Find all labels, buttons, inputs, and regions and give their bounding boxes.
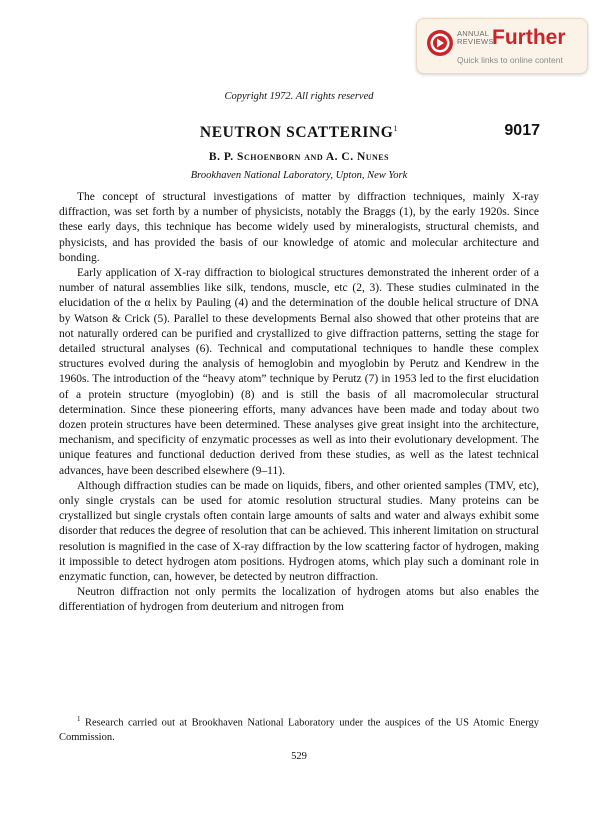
further-label: Further: [492, 26, 566, 49]
annual-reviews-wordmark: ANNUAL REVIEWS: [457, 29, 494, 46]
paragraph-2: Early application of X-ray diffraction to biological structures demonstrated the inherent order of a number of natural assemblies like silk, tendons, muscle, etc (2, 3). These studies culminated in the elucidation of the α helix by Pauling (4) and the determination of the double helical structure of DNA by Watson & Crick (5). Parallel to these developments Bernal also showed that other proteins that are not naturally ordered can be purified and crystallized to give diffraction patterns, setting the stage for detailed structural analyses (6). Technical and computational techniques to handle these complex structures evolved during the analysis of hemoglobin and myoglobin by Perutz and Kendrew in the 1960s. The introduction of the “heavy atom” technique by Perutz (7) in 1953 led to the first elucidation of a protein structure (myoglobin) (8) and is still the basis of all macromolecular structural determination. Since these pioneering efforts, many advances have been made and today about two dozen protein structures have been determined. These analyses give great insight into the architecture, mechanism, and specificity of enzymatic processes as well as into their evolutionary development. The unique features and functional deduction derived from these studies, as well as the latest technical advances, have been described elsewhere (9–11).: [59, 267, 539, 477]
article-title-text: NEUTRON SCATTERING: [199, 124, 394, 142]
paragraph-3: Although diffraction studies can be made on liquids, fibers, and other oriented samples (TMV, etc), only single crystals can be used for atomic resolution structural studies. Many proteins can be crystallized but single crystals often contain large amounts of salts and water and always exhibit some disorder that reduces the degree of resolution that can be achieved. This inherent limitation on structural resolution is magnified in the case of X-ray diffraction by the low scattering factor of hydrogen, making it impossible to detect hydrogen atom positions. Hydrogen atoms, which play such a dominant role in enzymatic function, can, however, be detected by neutron diffraction.: [59, 479, 539, 584]
footnote-text: Research carried out at Brookhaven National Laboratory under the auspices of the US Atomic Energy Commission.: [59, 717, 539, 743]
copyright-notice: Copyright 1972. All rights reserved: [224, 91, 374, 102]
article-body: [59, 190, 539, 616]
annual-reviews-further-banner[interactable]: [416, 18, 588, 74]
play-arrow-icon: [426, 29, 454, 57]
page-number: 529: [291, 751, 307, 762]
banner-subtitle: Quick links to online content: [457, 55, 563, 65]
paragraph-4: Neutron diffraction not only permits the localization of hydrogen atoms but also enables the differentiation of hydrogen from deuterium and nitrogen from: [59, 586, 539, 614]
title-footnote-mark[interactable]: 1: [393, 124, 399, 133]
footnote-mark: 1: [77, 715, 81, 723]
paragraph-1: The concept of structural investigations of matter by diffraction techniques, mainly X-ray diffraction, was set forth by a number of physicists, notably the Braggs (1), by the early 1920s. Since these early days, this technique has become widely used by mineralogists, structural chemists, and physicists, and has provided the basis of our knowledge of atomic and molecular architecture and bonding.: [59, 191, 539, 264]
article-code: 9017: [504, 122, 540, 139]
authors: B. P. Schoenborn and A. C. Nunes: [208, 151, 390, 163]
footnote: [59, 712, 539, 745]
affiliation: Brookhaven National Laboratory, Upton, New York: [190, 170, 408, 181]
